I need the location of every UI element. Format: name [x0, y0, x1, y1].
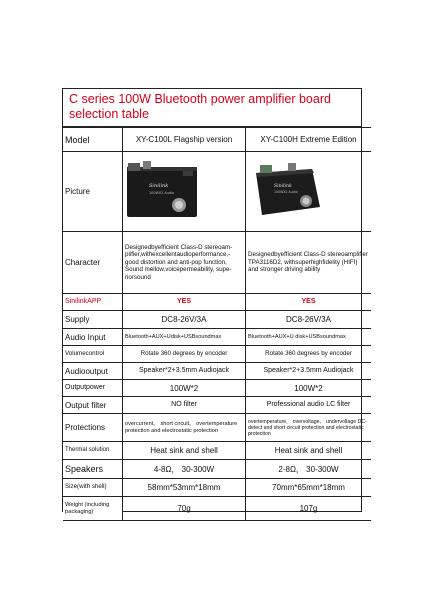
- spec-table: [63, 127, 371, 521]
- model-c100h: XY-C100H Extreme Edition: [246, 128, 372, 152]
- spec-row-protections: [63, 414, 371, 442]
- protections-label: Protections: [63, 414, 123, 442]
- picture-row: [63, 152, 371, 232]
- picture-c100l: [123, 152, 246, 232]
- spec-row-speakers: [63, 460, 371, 479]
- spec-row-output-power: [63, 380, 371, 397]
- audio-output-c100l: Speaker*2+3.5mm Audiojack: [123, 363, 246, 380]
- size-label: Size(with shell): [63, 479, 123, 497]
- output-power-label: Outputpower: [63, 380, 123, 397]
- thermal-c100h: Heat sink and shell: [246, 442, 372, 460]
- spec-row-size: [63, 479, 371, 497]
- output-power-c100h: 100W*2: [246, 380, 372, 397]
- output-filter-c100l: NO filter: [123, 397, 246, 414]
- app-c100h: YES: [246, 294, 372, 311]
- weight-c100l: 70g: [123, 497, 246, 521]
- volume-label: Volumecontrol: [63, 346, 123, 363]
- board1-brand: Sinilink: [149, 183, 169, 189]
- protections-c100h: overtemperature， overvoltage， undervoltage DC-detect and short circuit protection and electrostatic protection: [246, 414, 372, 442]
- size-c100l: 58mm*53mm*18mm: [123, 479, 246, 497]
- supply-c100h: DC8-26V/3A: [246, 311, 372, 329]
- model-c100l: XY-C100L Flagship version: [123, 128, 246, 152]
- audio-output-label: Audiooutput: [63, 363, 123, 380]
- volume-c100h: Rotate 360 degrees by encoder: [246, 346, 372, 363]
- speakers-label: Speakers: [63, 460, 123, 479]
- spec-row-character: [63, 232, 371, 294]
- spec-row-audio-output: [63, 363, 371, 380]
- board2-model: 100WX2 Audio: [274, 190, 298, 194]
- thermal-c100l: Heat sink and shell: [123, 442, 246, 460]
- speakers-c100l: 4-8Ω， 30-300W: [123, 460, 246, 479]
- amplifier-board-c100l-image: [125, 157, 199, 221]
- supply-label: Supply: [63, 311, 123, 329]
- character-c100l: Designedbyefficient Class-D stereoam-plifier,withexcellentaudioperformance,-good distortion and anti-pop function, Sound mellow,voicepermeability, supe-riorsound: [123, 232, 246, 294]
- audio-input-c100h: Bluetooth+AUX+U disk+USBsoundmax: [246, 329, 372, 346]
- speakers-c100h: 2-8Ω， 30-300W: [246, 460, 372, 479]
- output-power-c100l: 100W*2: [123, 380, 246, 397]
- volume-c100l: Rotate 360 degrees by encoder: [123, 346, 246, 363]
- spec-row-thermal: [63, 442, 371, 460]
- spec-row-supply: [63, 311, 371, 329]
- table-title: C series 100W Bluetooth power amplifier board selection table: [63, 89, 361, 127]
- weight-c100h: 107g: [246, 497, 372, 521]
- weight-label: Weight (including packaging): [63, 497, 123, 521]
- audio-output-c100h: Speaker*2+3.5mm Audiojack: [246, 363, 372, 380]
- thermal-label: Thermal solution: [63, 442, 123, 460]
- output-filter-c100h: Professional audio LC filter: [246, 397, 372, 414]
- character-label: Character: [63, 232, 123, 294]
- audio-input-label: Audio Input: [63, 329, 123, 346]
- output-filter-label: Output filter: [63, 397, 123, 414]
- character-c100h: Designedbyefficient Class-D stereoamplifier TPA3116D2, withsuperhighfidelity (HIFI) and stronger driving ability: [246, 232, 372, 294]
- spec-row-volume: [63, 346, 371, 363]
- picture-c100h: [246, 152, 372, 232]
- app-label: SinilinkAPP: [63, 294, 123, 311]
- spec-row-weight: [63, 497, 371, 521]
- amplifier-board-c100h-image: [248, 159, 322, 219]
- supply-c100l: DC8-26V/3A: [123, 311, 246, 329]
- size-c100h: 70mm*65mm*18mm: [246, 479, 372, 497]
- model-label: Model: [63, 128, 123, 152]
- board1-model: 100WX2 Audio: [149, 191, 175, 195]
- spec-row-output-filter: [63, 397, 371, 414]
- selection-table-sheet: [62, 88, 368, 515]
- app-c100l: YES: [123, 294, 246, 311]
- protections-c100l: overcurrent， short circuit， overtemperature protection and electrostatic protection: [123, 414, 246, 442]
- header-row: [63, 128, 371, 152]
- board2-brand: Sinilink: [274, 184, 292, 189]
- picture-label: Picture: [63, 152, 123, 232]
- audio-input-c100l: Bluetooth+AUX+Udisk+USBsoundmax: [123, 329, 246, 346]
- spec-row-app: [63, 294, 371, 311]
- spec-row-audio-input: [63, 329, 371, 346]
